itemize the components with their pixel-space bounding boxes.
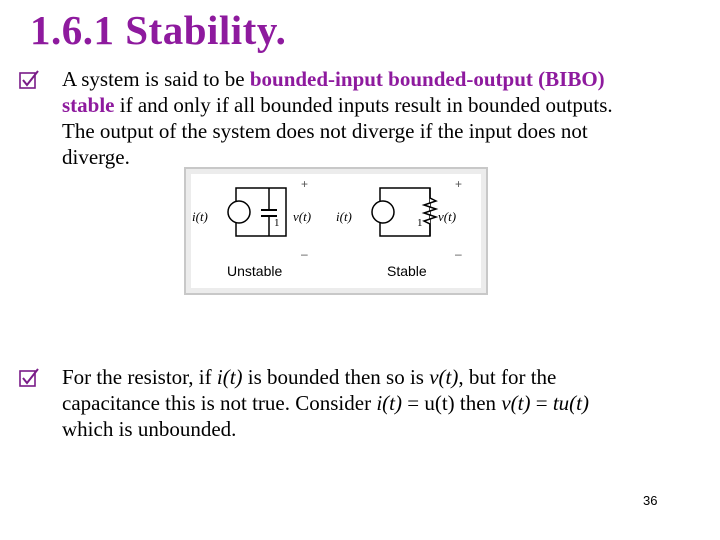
right-input-label: i(t) [336,209,352,224]
bullet-text: if and only if all bounded inputs result in bounded outputs. [114,93,613,117]
circuit-figure-canvas [191,174,481,288]
bullet-line: diverge. [62,145,130,169]
right-element-value: 1 [417,217,423,229]
bullet-line [62,66,700,92]
bullet-bibo-text [62,66,700,170]
math-i-t: i(t) [216,365,243,389]
unstable-caption: Unstable [227,263,283,279]
right-output-label: v(t) [438,209,457,224]
bullet-text: A system is said to be [62,67,250,91]
bullet-line: The output of the system does not diverge if the input does not [62,119,588,143]
right-minus-sign: – [455,247,462,261]
slide-title: 1.6.1 Stability. [30,7,287,53]
bibo-term: bounded-input bounded-output (BIBO) [249,67,605,91]
bullet-text: , but for the [458,365,557,389]
math-tu-t: tu(t) [552,391,589,415]
circuit-diagram [191,174,481,288]
stable-caption: Stable [387,263,427,279]
bullet-text: = u(t) then [401,391,502,415]
bullet-text: capacitance this is not true. Consider [62,391,377,415]
bullet-line: which is unbounded. [62,417,237,441]
left-current-source-icon [228,201,250,223]
math-v-t: v(t) [501,391,531,415]
stable-term: stable [62,93,115,117]
right-plus-sign: + [455,177,463,191]
left-element-value: 1 [274,217,280,229]
math-i-t: i(t) [376,391,402,415]
bullet-text: = [530,391,553,415]
left-minus-sign: – [301,247,308,261]
bullet-text: is bounded then so is [242,365,430,389]
circuit-figure [184,167,488,295]
bullet-resistor-text [62,364,700,442]
math-v-t: v(t) [429,365,459,389]
left-output-label: v(t) [293,209,312,224]
bullet-line [62,92,700,118]
checkbox-bullet-icon [18,69,40,91]
page-number: 36 [643,493,658,508]
bullet-line [62,364,700,390]
checkbox-bullet-icon [18,367,40,389]
bullet-resistor-capacitance [18,364,700,442]
left-plus-sign: + [301,177,309,191]
bullet-bibo-definition [18,66,700,170]
bullet-line [62,390,700,416]
resistor-zigzag [424,188,436,236]
left-input-label: i(t) [192,209,208,224]
bullet-text: For the resistor, if [62,365,217,389]
right-current-source-icon [372,201,394,223]
